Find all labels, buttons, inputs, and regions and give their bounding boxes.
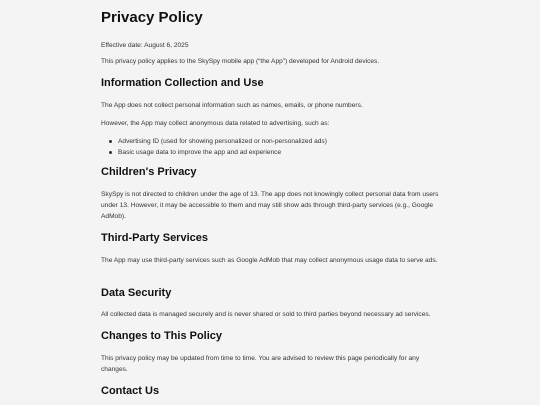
- bullet-icon: [109, 140, 112, 143]
- section-heading-childrens-privacy: Children's Privacy: [101, 166, 197, 178]
- page-title: Privacy Policy: [101, 9, 203, 26]
- section-heading-data-security: Data Security: [101, 287, 172, 299]
- intro-paragraph: This privacy policy applies to the SkySpy mobile app (“the App”) developed for Android devices.: [101, 58, 380, 65]
- section-heading-third-party: Third-Party Services: [101, 232, 208, 244]
- advertising-data-list: [101, 136, 441, 158]
- changes-paragraph: This privacy policy may be updated from time to time. You are advised to review this page periodically for any changes.: [101, 355, 420, 373]
- effective-date: Effective date: August 6, 2025: [101, 42, 189, 49]
- childrens-privacy-paragraph: SkySpy is not directed to children under the age of 13. The app does not knowingly collect personal data from users under 13. However, it may be accessible to them and may still show ads through third-party services (e.g., Google AdMob).: [101, 191, 439, 220]
- data-security-paragraph: All collected data is managed securely and is never shared or sold to third parties beyond necessary ad services.: [101, 311, 431, 318]
- information-paragraph-1: The App does not collect personal information such as names, emails, or phone numbers.: [101, 102, 363, 109]
- list-item: [101, 136, 441, 147]
- section-heading-contact: Contact Us: [101, 385, 160, 397]
- section-heading-information: Information Collection and Use: [101, 77, 264, 89]
- third-party-paragraph: The App may use third-party services such as Google AdMob that may collect anonymous usage data to serve ads.: [101, 257, 438, 264]
- section-heading-changes: Changes to This Policy: [101, 330, 223, 342]
- list-item: [101, 147, 441, 158]
- list-item-text: Advertising ID (used for showing personalized or non-personalized ads): [118, 138, 327, 145]
- list-item-text: Basic usage data to improve the app and ad experience: [118, 149, 282, 156]
- information-paragraph-2: However, the App may collect anonymous data related to advertising, such as:: [101, 120, 330, 127]
- bullet-icon: [109, 151, 112, 154]
